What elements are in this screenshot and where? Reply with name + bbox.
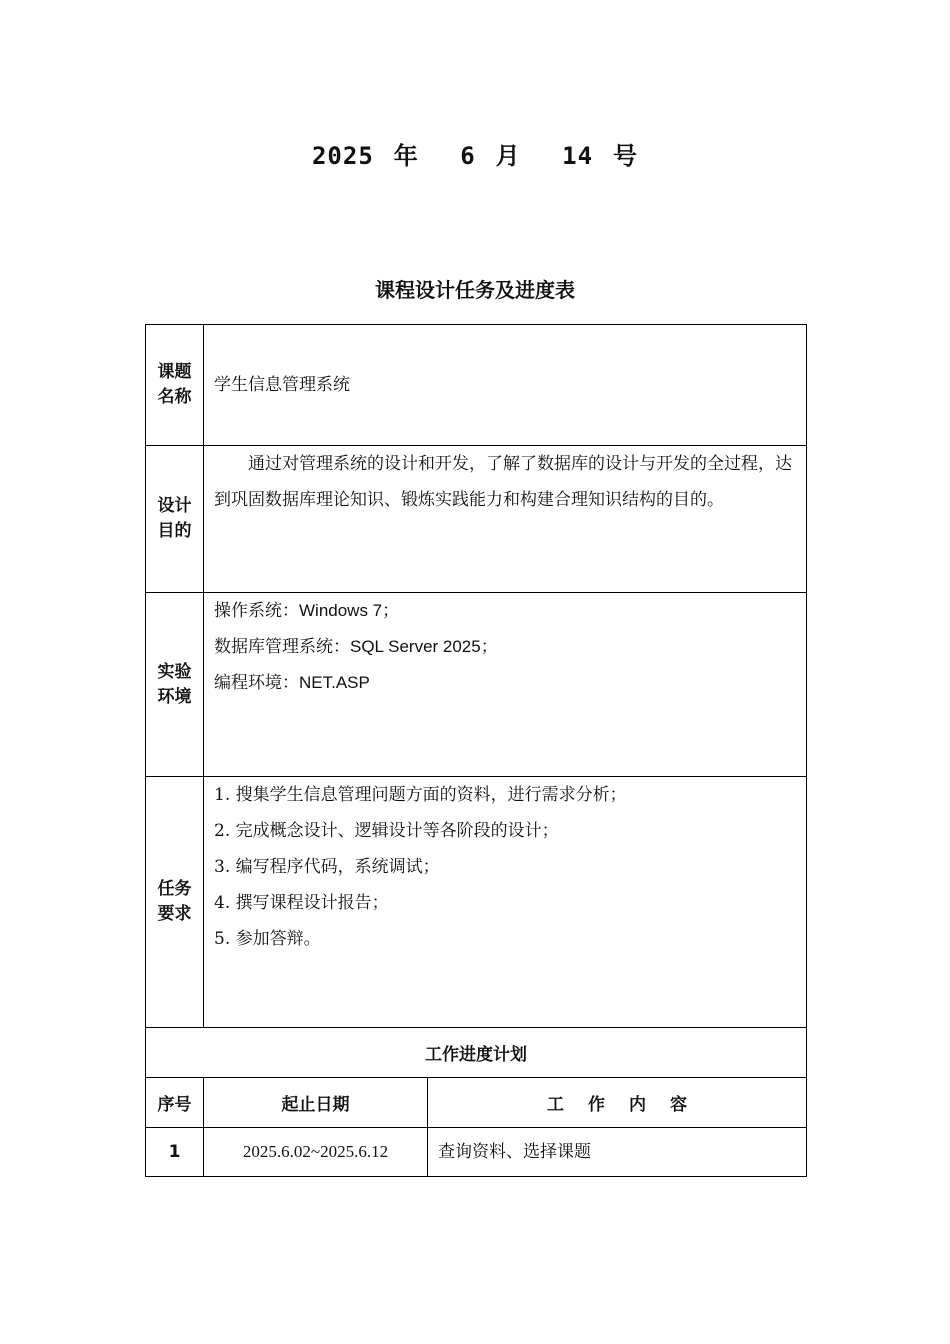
task-item: 3. 编写程序代码，系统调试； <box>214 857 440 877</box>
task-item: 5. 参加答辩。 <box>214 929 321 949</box>
schedule-row <box>146 1128 807 1177</box>
date-month: 6 <box>460 142 476 170</box>
env-os-suffix: ； <box>382 601 400 621</box>
topic-label <box>146 325 204 446</box>
date-year: 2025 <box>311 142 374 170</box>
schedule-header-row <box>146 1078 807 1128</box>
env-dbms-prefix: 数据库管理系统： <box>214 637 350 657</box>
purpose-label-line-1: 设计 <box>157 496 192 516</box>
env-ide-value: NET.ASP <box>299 673 370 692</box>
env-dbms-value: SQL Server 2025 <box>350 637 481 656</box>
schedule-row-no: 1 <box>146 1128 204 1177</box>
report-date <box>0 136 950 171</box>
topic-row <box>146 325 807 446</box>
purpose-label <box>146 446 204 593</box>
environment-label <box>146 593 204 777</box>
task-progress-table <box>145 324 807 1177</box>
topic-value: 学生信息管理系统 <box>204 325 807 446</box>
environment-label-line-2: 环境 <box>157 686 192 707</box>
env-dbms-line <box>214 629 796 665</box>
tasks-label-line-2: 要求 <box>157 904 192 924</box>
env-ide-prefix: 编程环境： <box>214 673 299 693</box>
topic-label-line-2: 名称 <box>157 387 192 407</box>
purpose-row <box>146 446 807 593</box>
date-year-unit: 年 <box>393 142 419 170</box>
work-header-char: 容 <box>670 1095 687 1115</box>
schedule-header-work <box>428 1078 807 1128</box>
schedule-row-work: 查询资料、选择课题 <box>428 1128 807 1177</box>
env-dbms-suffix: ； <box>480 637 498 657</box>
schedule-title: 工作进度计划 <box>146 1028 807 1078</box>
task-item: 4. 撰写课程设计报告； <box>214 893 389 913</box>
work-header-char: 工 <box>547 1095 564 1115</box>
work-header-char: 作 <box>588 1095 605 1115</box>
date-day: 14 <box>562 142 594 170</box>
task-item: 1. 搜集学生信息管理问题方面的资料，进行需求分析； <box>214 785 627 805</box>
tasks-label-line-1: 任务 <box>157 879 192 899</box>
env-ide-line <box>214 665 796 701</box>
date-month-unit: 月 <box>495 142 521 170</box>
topic-label-line-1: 课题 <box>157 362 192 382</box>
env-os-line <box>214 593 796 629</box>
schedule-header-dates: 起止日期 <box>204 1078 428 1128</box>
env-os-value: Windows 7 <box>299 601 383 620</box>
work-header-char: 内 <box>629 1095 646 1115</box>
schedule-header-no: 序号 <box>146 1078 204 1128</box>
schedule-row-dates: 2025.6.02~2025.6.12 <box>204 1128 428 1177</box>
schedule-title-row <box>146 1028 807 1078</box>
date-day-unit: 号 <box>613 142 639 170</box>
tasks-row <box>146 777 807 1028</box>
tasks-label <box>146 777 204 1028</box>
purpose-label-line-2: 目的 <box>157 521 192 541</box>
env-os-prefix: 操作系统： <box>214 601 299 621</box>
purpose-text-cell <box>204 446 807 593</box>
environment-row <box>146 593 807 777</box>
environment-cell <box>204 593 807 777</box>
task-item: 2. 完成概念设计、逻辑设计等各阶段的设计； <box>214 821 559 841</box>
document-title: 课程设计任务及进度表 <box>375 278 575 302</box>
purpose-text: 通过对管理系统的设计和开发，了解了数据库的设计与开发的全过程，达到巩固数据库理论知识、锻炼实践能力和构建合理知识结构的目的。 <box>214 454 792 510</box>
environment-label-line-1: 实验 <box>157 661 192 682</box>
tasks-cell <box>204 777 807 1028</box>
